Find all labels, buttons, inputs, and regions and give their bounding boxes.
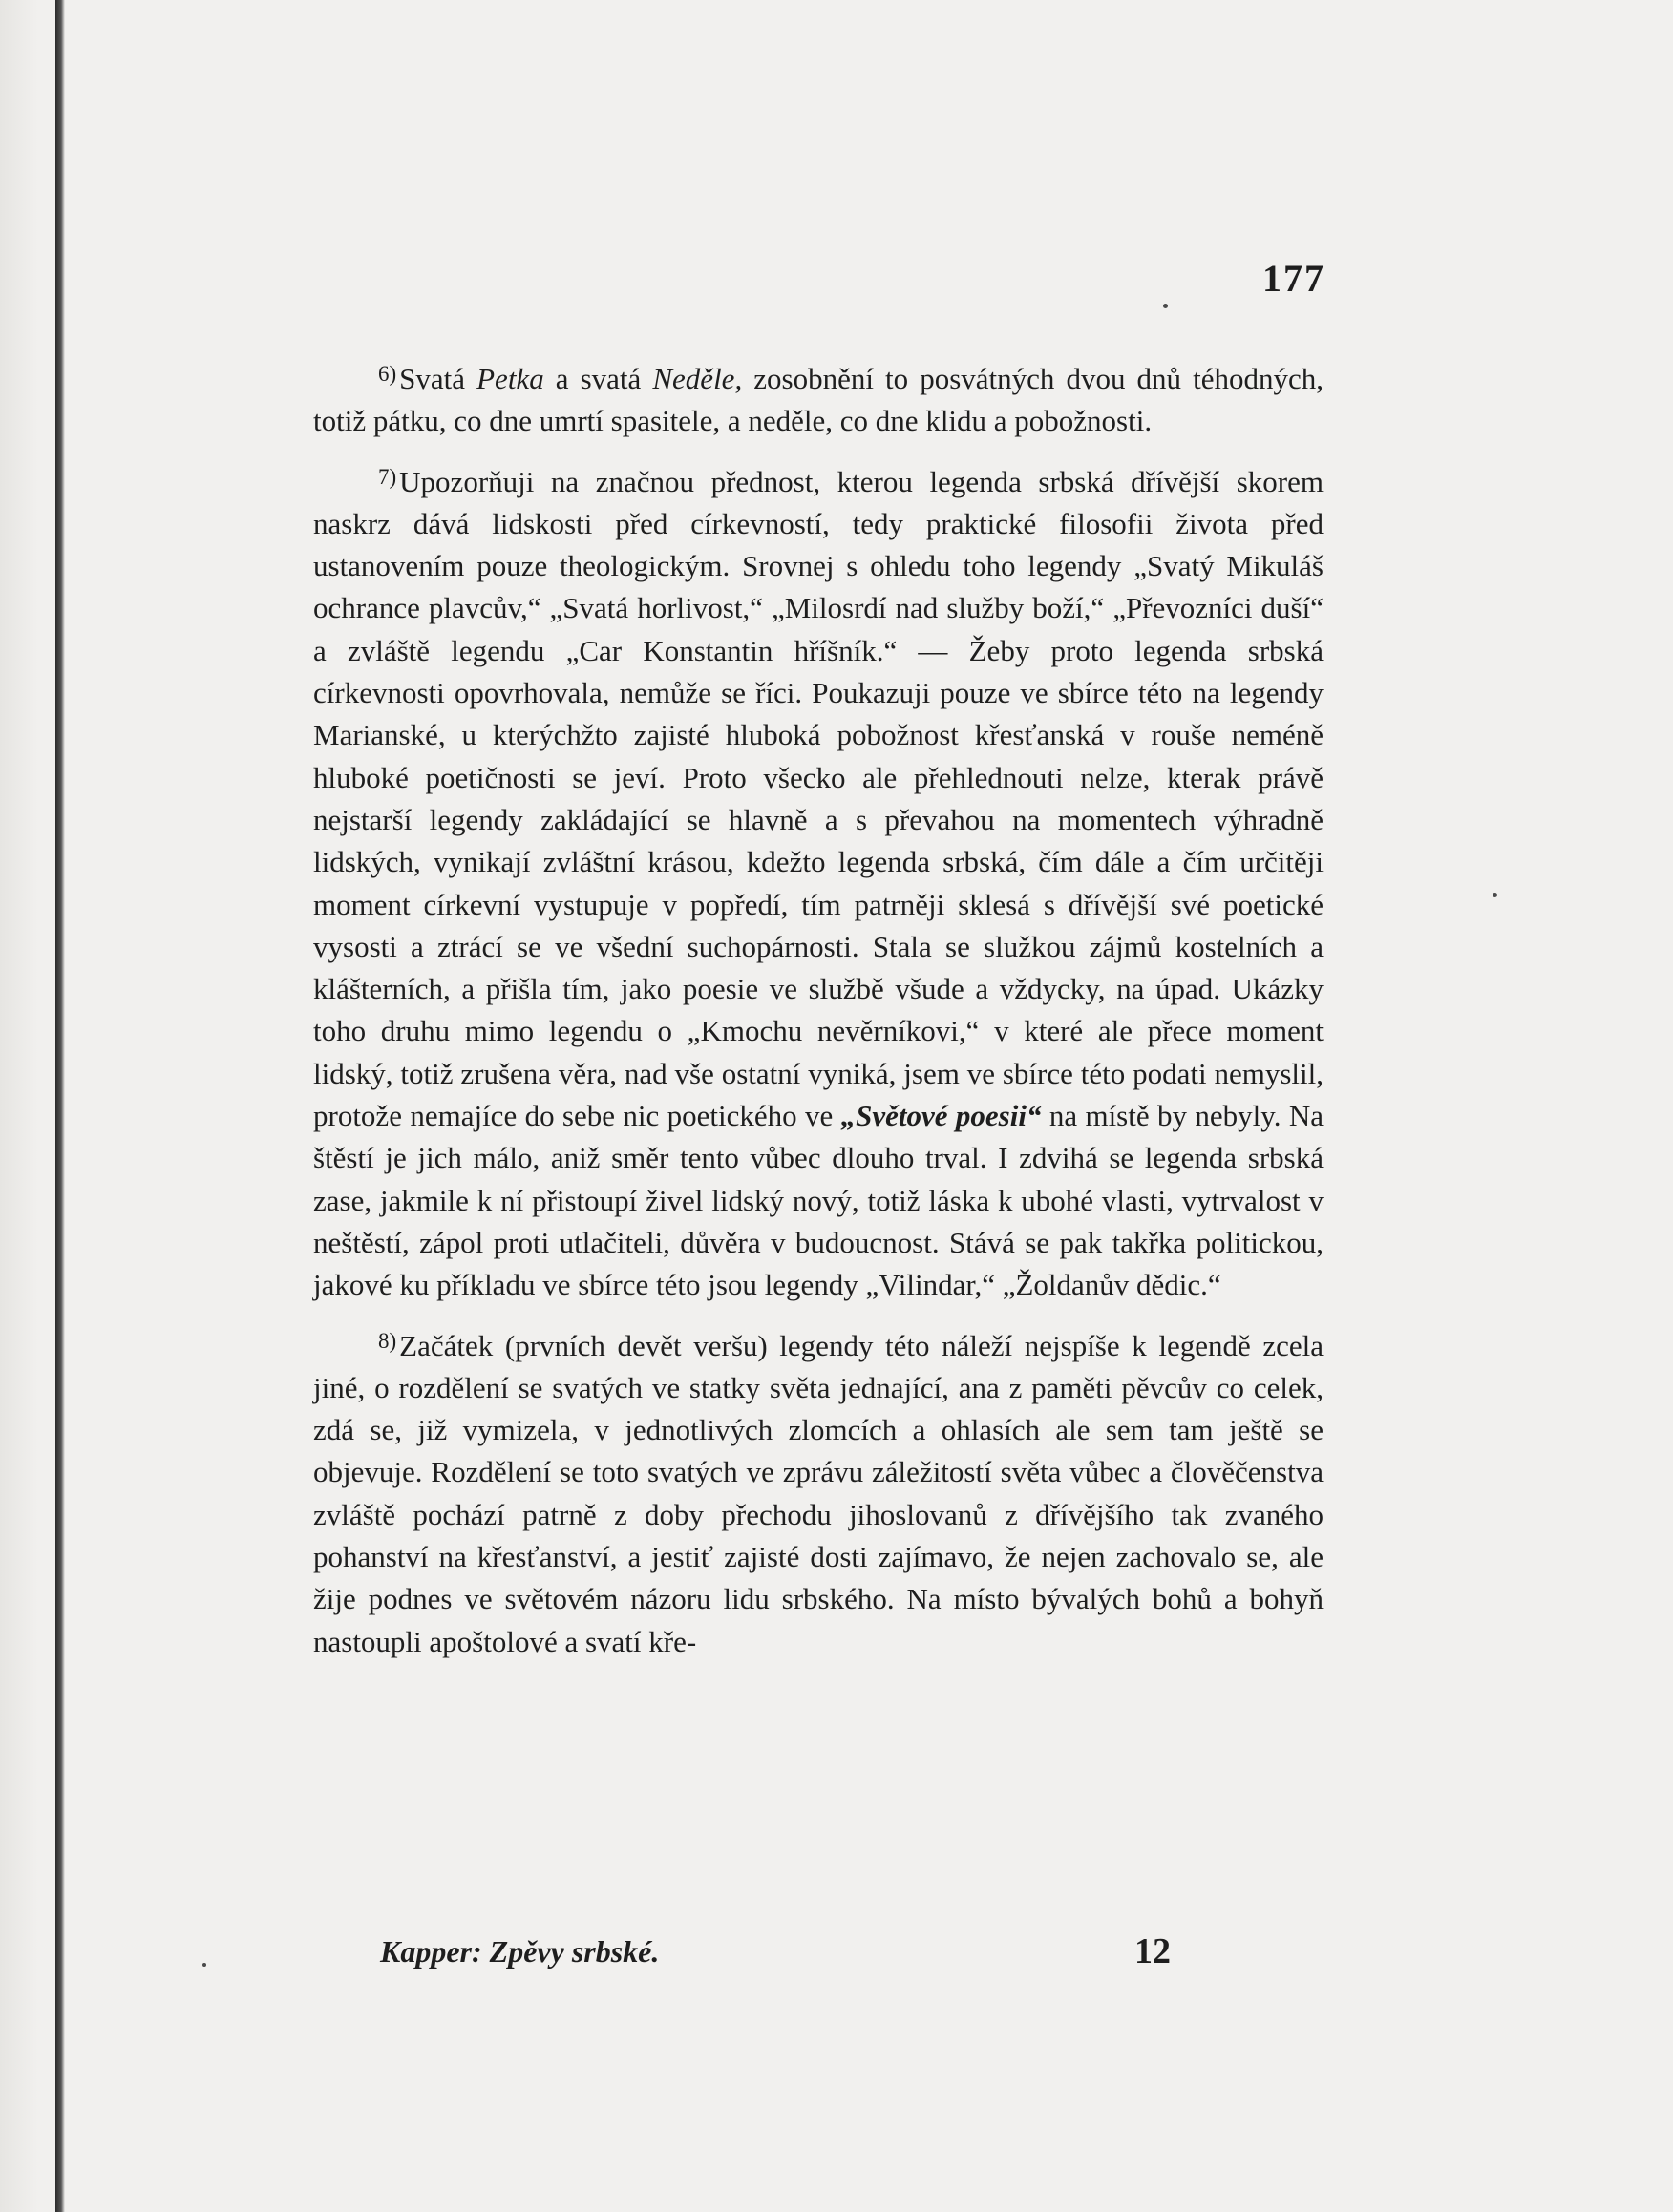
scan-page-edge (55, 0, 65, 2212)
footnote-number: 8) (378, 1328, 397, 1353)
footer-signature: Kapper: Zpěvy srbské. (380, 1934, 660, 1969)
scan-shadow (0, 0, 38, 2212)
scan-speck (202, 1963, 206, 1967)
page-footer (380, 1931, 1171, 1982)
scan-speck (1493, 893, 1497, 897)
footnote-text: zosobnění to posvátných dvou dnů téhodných, totiž pátku, co dne umrtí spasitele, a neděle, co dne klidu a pobožnosti. (313, 362, 1324, 438)
footnote-emphasis: „Světové poesii“ (840, 1099, 1042, 1133)
page-number: 177 (1262, 257, 1325, 300)
footnote-7 (313, 456, 1324, 1307)
footnote-text: na místě by nebyly. Na štěstí je jich málo, aniž směr tento vůbec dlouho trval. I zdvihá se legenda srbská zase, jakmile k ní přistoupí živel lidský nový, totiž láska k ubohé vlasti, vytrvalost v neštěstí, zápol proti utlačiteli, důvěra v budoucnost. Stává se pak takřka politickou, jakové ku příkladu ve sbírce této jsou legendy „Vilindar,“ „Žoldanův dědic.“ (313, 1099, 1324, 1302)
footnote-text: Začátek (prvních devět veršu) legendy této náleží nejspíše k legendě zcela jiné, o rozdělení se svatých ve statky světa jednající, ana z paměti pěvcův co celek, zdá se, již vymizela, v jednotlivých zlomcích a ohlasích ale sem tam ještě se objevuje. Rozdělení se toto svatých ve zprávu záležitostí světa vůbec a člověčenstva zvláště pochází patrně z doby přechodu jihoslovanů z dřívějšího tak zvaného pohanství na křesťanství, a jestiť zajisté dosti zajímavo, že nejen zachovalo se, ale žije podnes ve světovém názoru lidu srbského. Na místo bývalých bohů a bohyň nastoupli apoštolové a svatí kře- (313, 1328, 1324, 1658)
footnote-number: 7) (378, 464, 397, 489)
footer-sheet-number: 12 (1134, 1931, 1171, 1971)
footnote-8 (313, 1320, 1324, 1663)
footnote-emphasis: Neděle, (652, 362, 743, 395)
footnote-text: Upozorňuji na značnou přednost, kterou legenda srbská dřívější skorem naskrz dává lidskosti před církevností, tedy praktické filosofii života před ustanovením pouze theologickým. Srovnej s ohledu toho legendy „Svatý Mikuláš ochrance plavcův,“ „Svatá horlivost,“ „Milosrdí nad služby boží,“ „Převozníci duší“ a zvláště legendu „Car Konstantin hříšník.“ — Žeby proto legenda srbská církevnosti opovrhovala, nemůže se říci. Poukazuji pouze ve sbírce této na legendy Marianské, u kterýchžto zajisté hluboká pobožnost křesťanská v rouše neméně hluboké poetičnosti se jeví. Proto všecko ale přehlednouti nelze, kterak právě nejstarší legendy zakládající se hlavně a s převahou na momentech výhradně lidských, vynikají zvláštní krásou, kdežto legenda srbská, čím dále a čím určitěji moment církevní vystupuje v popředí, tím patrněji sklesá s dřívější své poetické vysosti a ztrácí se ve všední suchopárnosti. Stala se služkou zájmů kostelních a klášterních, a přišla tím, jako poesie ve službě všude a vždycky, na úpad. Ukázky toho druhu mimo legendu o „Kmochu nevěrníkovi,“ v které ale přece moment lidský, totiž zrušena věra, nad vše ostatní vyniká, jsem ve sbírce této podati nemyslil, protože nemajíce do sebe nic poetického ve (313, 464, 1324, 1133)
footnote-6 (313, 353, 1324, 443)
scan-speck (1163, 304, 1168, 308)
footnotes-body (313, 353, 1324, 1676)
footnote-number: 6) (378, 362, 397, 386)
footnote-emphasis: Petka (476, 362, 544, 395)
footnote-text: a svatá (543, 362, 653, 395)
footnote-text: Svatá (399, 362, 477, 395)
